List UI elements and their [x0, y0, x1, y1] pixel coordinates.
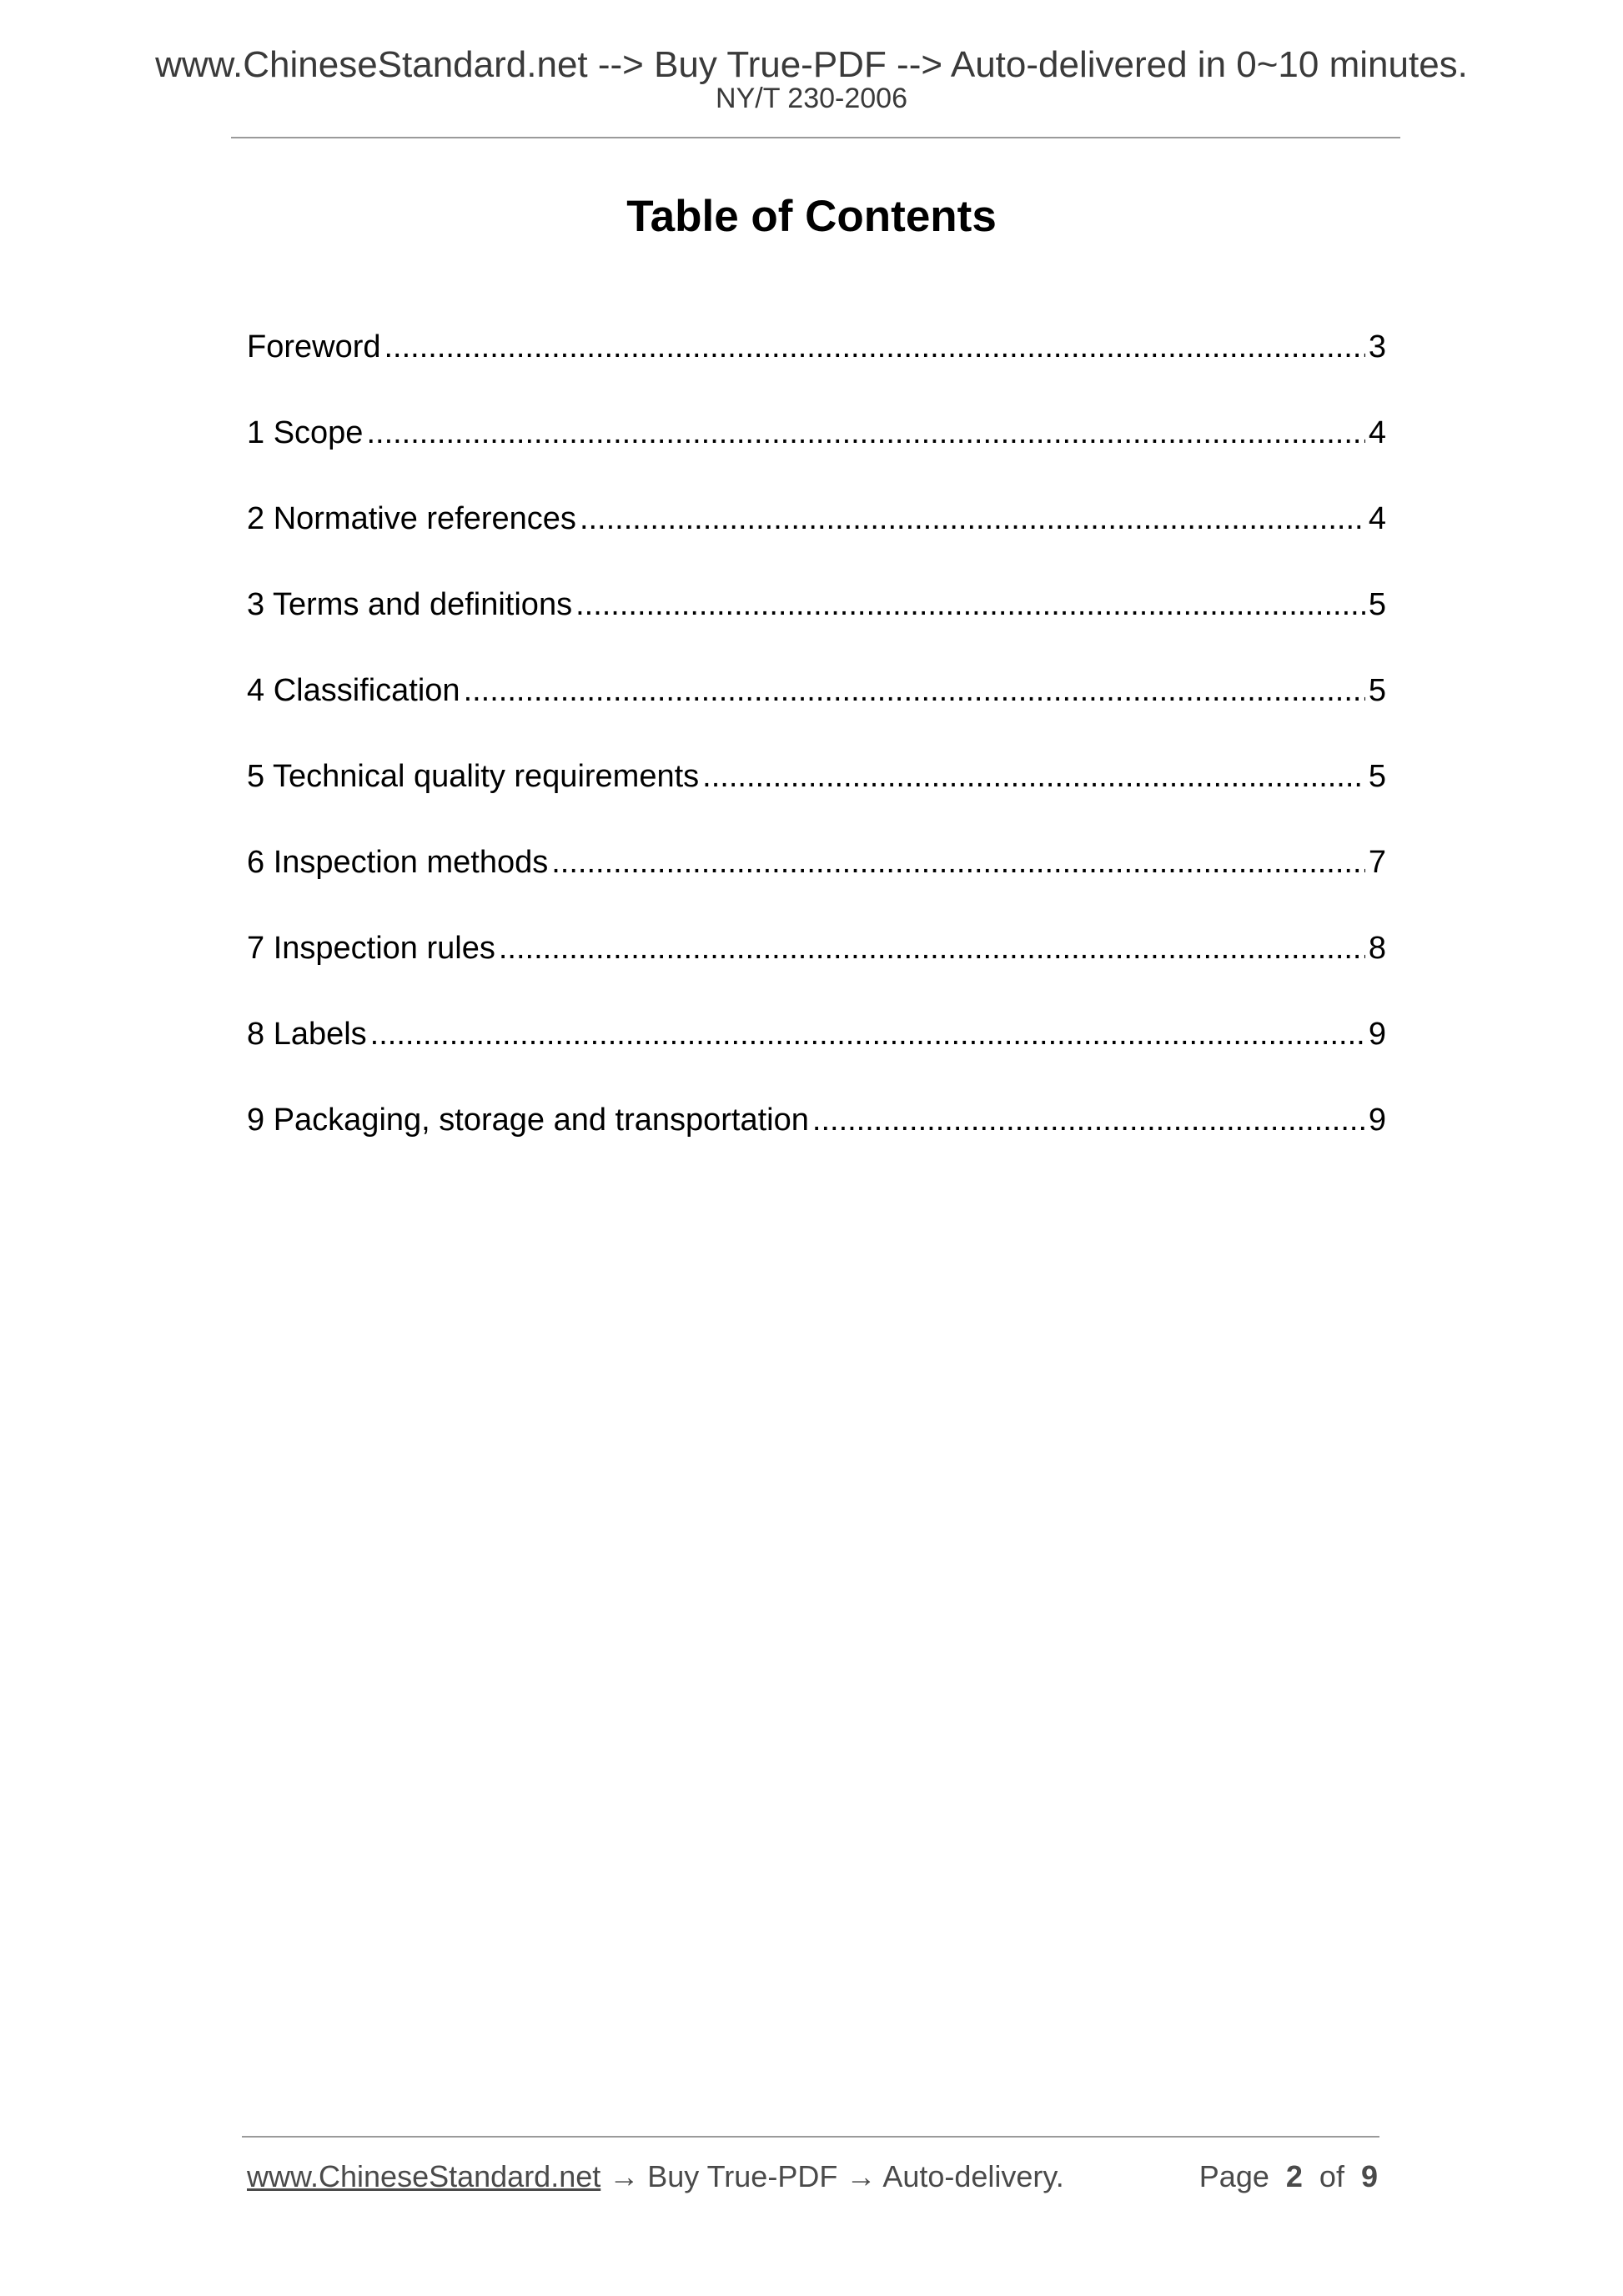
toc-entry-terms-and-definitions[interactable]: [247, 580, 1386, 666]
toc-entry-page: 5: [1368, 759, 1386, 794]
header-divider: [231, 137, 1400, 138]
toc-dot-leader: [575, 580, 1365, 630]
toc-entry-label: 8 Labels: [247, 1017, 367, 1052]
toc-entry-label: 6 Inspection methods: [247, 845, 549, 880]
footer-site-link[interactable]: www.ChineseStandard.net: [247, 2159, 601, 2193]
toc-entry-page: 4: [1368, 501, 1386, 536]
toc-entry-page: 9: [1368, 1103, 1386, 1138]
toc-entry-label: 4 Classification: [247, 673, 460, 708]
toc-entry-page: 7: [1368, 845, 1386, 880]
toc-entry-label: 3 Terms and definitions: [247, 587, 573, 622]
toc-entry-classification[interactable]: [247, 666, 1386, 751]
toc-entry-page: 4: [1368, 415, 1386, 450]
toc-dot-leader: [580, 494, 1365, 544]
toc-dot-leader: [499, 923, 1365, 973]
toc-dot-leader: [551, 837, 1365, 887]
page-counter: [1199, 2156, 1378, 2198]
standard-code: NY/T 230-2006: [716, 83, 907, 114]
toc-entry-label: 5 Technical quality requirements: [247, 759, 700, 794]
toc-entry-page: 5: [1368, 587, 1386, 622]
toc-entry-label: 1 Scope: [247, 415, 364, 450]
toc-entry-label: 9 Packaging, storage and transportation: [247, 1103, 809, 1138]
toc-entry-label: 2 Normative references: [247, 501, 576, 536]
toc-entry-labels[interactable]: [247, 1009, 1386, 1095]
toc-list: [247, 322, 1386, 1181]
toc-dot-leader: [702, 751, 1365, 801]
toc-entry-page: 8: [1368, 931, 1386, 966]
footer-divider: [242, 2136, 1379, 2138]
toc-dot-leader: [366, 408, 1364, 458]
toc-entry-packaging-storage-transportation[interactable]: [247, 1095, 1386, 1181]
total-page-number: 9: [1360, 2159, 1378, 2193]
toc-entry-normative-references[interactable]: [247, 494, 1386, 580]
toc-title: Table of Contents: [626, 192, 997, 241]
toc-entry-inspection-methods[interactable]: [247, 837, 1386, 923]
footer-tagline: → Buy True-PDF → Auto-delivery.: [600, 2159, 1064, 2193]
toc-entry-technical-quality-requirements[interactable]: [247, 751, 1386, 837]
toc-entry-label: 7 Inspection rules: [247, 931, 495, 966]
toc-entry-foreword[interactable]: [247, 322, 1386, 408]
footer-promo: [247, 2156, 1064, 2198]
toc-entry-page: 9: [1368, 1017, 1386, 1052]
toc-entry-label: Foreword: [247, 329, 381, 364]
toc-dot-leader: [384, 322, 1365, 372]
toc-entry-page: 3: [1368, 329, 1386, 364]
page-word: Page: [1198, 2159, 1269, 2193]
toc-dot-leader: [464, 666, 1365, 716]
page-footer: [247, 2156, 1378, 2198]
toc-dot-leader: [370, 1009, 1365, 1059]
toc-entry-inspection-rules[interactable]: [247, 923, 1386, 1009]
toc-entry-page: 5: [1368, 673, 1386, 708]
toc-dot-leader: [812, 1095, 1365, 1145]
toc-entry-scope[interactable]: [247, 408, 1386, 494]
current-page-number: 2: [1285, 2159, 1303, 2193]
header-banner: www.ChineseStandard.net --> Buy True-PDF --> Auto-delivered in 0~10 minutes.: [155, 44, 1468, 85]
of-word: of: [1319, 2159, 1344, 2193]
